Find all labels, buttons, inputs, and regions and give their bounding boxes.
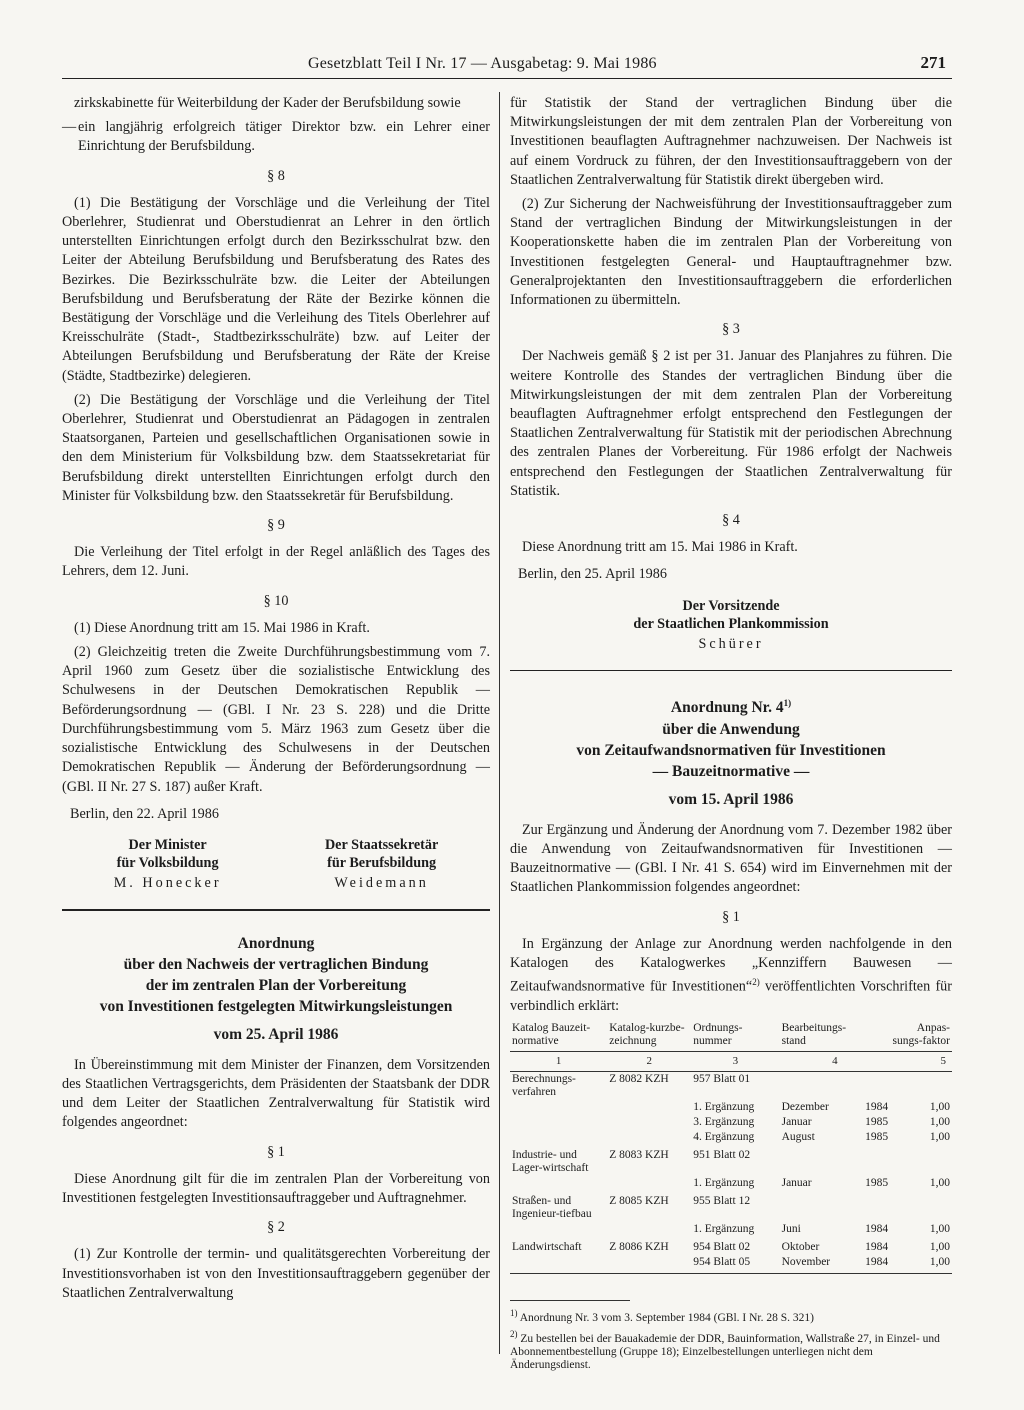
table-header	[850, 1022, 890, 1052]
table-cell	[510, 1176, 607, 1191]
signature-block	[62, 836, 490, 893]
table-header: Katalog-kurzbe-zeichnung	[607, 1022, 691, 1052]
table-row	[510, 1115, 952, 1130]
table-row	[510, 1100, 952, 1115]
section-rule	[62, 909, 490, 911]
signature-title: für Berufsbildung	[327, 854, 437, 871]
table-cell	[607, 1115, 691, 1130]
section-1-heading: § 1	[267, 1143, 285, 1160]
signature-state-secretary	[325, 836, 438, 893]
section-1-heading: § 1	[722, 908, 740, 925]
table-cell: Landwirtschaft	[512, 1241, 582, 1254]
decree-title-line: von Investitionen festgelegten Mitwirkungsleistungen	[99, 997, 453, 1015]
table-cell: Dezember	[781, 1101, 829, 1114]
table-cell: 1,00	[890, 1255, 952, 1274]
table-cell: Z 8085 KZH	[609, 1195, 669, 1208]
signatory-name: M. Honecker	[113, 874, 222, 891]
table-cell	[607, 1255, 691, 1274]
section-8-paragraph-2: (2) Die Bestätigung der Vorschläge und die Verleihung der Titel Oberlehrer, Studienrat und Oberstudienrat an Pädagogen in zentralen Staatsorganen, Parteien und gesellschaftlichen Organisationen sowie in den dem Ministerium für Volksbildung bzw. dem Staatssekretariat für Berufsbildung direkt unterstellten Einrichtungen erfolgt durch den Minister für Volksbildung bzw. den Staatssekretär für Berufsbildung.	[62, 391, 490, 504]
section-10-paragraph-1: (1) Diese Anordnung tritt am 15. Mai 1986 in Kraft.	[74, 619, 370, 636]
place-date: Berlin, den 25. April 1986	[518, 566, 667, 583]
page-header	[62, 52, 952, 79]
decree-title-line: über die Anwendung	[662, 720, 800, 738]
footnote-rule	[510, 1300, 630, 1301]
table-cell	[850, 1072, 890, 1101]
dash-mark: —	[62, 119, 77, 136]
signature-title: für Volksbildung	[116, 854, 219, 871]
table-cell	[780, 1072, 851, 1101]
footnote-ref: 2)	[752, 977, 760, 988]
section-9-heading: § 9	[267, 517, 285, 534]
signature-title: Der Vorsitzende	[682, 597, 780, 614]
page-number: 271	[920, 53, 946, 72]
table-cell: 1,00	[929, 1101, 950, 1114]
dash-item-text: ein langjährig erfolgreich tätiger Direktor bzw. ein Lehrer einer Einrichtung der Berufsbildung.	[78, 119, 490, 155]
table-cell: 1,00	[929, 1177, 950, 1190]
table-cell	[850, 1191, 890, 1222]
table-cell: November	[780, 1255, 851, 1274]
table-cell: August	[781, 1131, 815, 1144]
table-cell: 1985	[865, 1116, 889, 1129]
table-cell: 955 Blatt 12	[693, 1195, 751, 1208]
decree-title-line: Anordnung	[237, 934, 315, 952]
table-cell	[510, 1115, 607, 1130]
table-cell: Z 8082 KZH	[609, 1073, 669, 1086]
table-cell	[607, 1100, 691, 1115]
table-cell	[780, 1191, 851, 1222]
section-1-paragraph: Diese Anordnung gilt für die im zentralen Plan der Vorbereitung von Investitionen festgelegten Investitionsauftraggeber und Auftragnehmer.	[62, 1170, 490, 1207]
section-8-paragraph-1: (1) Die Bestätigung der Vorschläge und die Verleihung der Titel Oberlehrer, Studienrat und Oberstudienrat an Lehrer in den örtlich unterstellten Einrichtungen erfolgt durch den Bezirksschulrat bzw. den Leiter der Abteilung Berufsbildung und Berufsberatung des Rates des Bezirkes. Die Bezirksschulräte bzw. die Leiter der Abteilungen Berufsbildung und Berufsberatung der Räte der Bezirke können die Bestätigung der Vorschläge und die Verleihung des Titels Oberlehrer auf Kreisschulräte (Stadt-, Stadtbezirksschulräte) bzw. auf Leiter der Abteilungen Berufsbildung und Berufsberatung der Räte der Kreise (Städte, Stadtbezirke) delegieren.	[62, 194, 490, 384]
section-10-heading: § 10	[263, 592, 289, 609]
table-header-row	[510, 1022, 952, 1052]
table-cell: 1. Ergänzung	[693, 1101, 755, 1114]
table-cell: Oktober	[781, 1241, 820, 1254]
table-cell: 1984	[865, 1223, 889, 1236]
table-cell: Juni	[781, 1223, 801, 1236]
table-header: Anpas-sungs-faktor	[890, 1022, 952, 1052]
table-cell: 1. Ergänzung	[693, 1223, 755, 1236]
table-cell	[607, 1130, 691, 1145]
table-row	[510, 1255, 952, 1274]
column-number: 1	[510, 1052, 607, 1072]
table-cell: 954 Blatt 02	[693, 1241, 751, 1254]
table-cell: 1984	[850, 1255, 890, 1274]
table-cell: Straßen- und Ingenieur-tiefbau	[512, 1195, 592, 1221]
continued-line: zirkskabinette für Weiterbildung der Kader der Berufsbildung sowie	[74, 95, 461, 111]
table-cell: Z 8086 KZH	[609, 1241, 669, 1254]
table-cell: 1984	[865, 1241, 889, 1254]
place-date: Berlin, den 22. April 1986	[70, 805, 219, 822]
table-cell	[510, 1255, 607, 1274]
column-divider	[499, 92, 500, 1354]
table-body	[510, 1072, 952, 1274]
table-cell: 954 Blatt 05	[691, 1255, 779, 1274]
table-row	[510, 1130, 952, 1145]
decree-date: vom 25. April 1986	[213, 1025, 339, 1043]
decree-title-line: über den Nachweis der vertraglichen Bindung	[123, 955, 429, 973]
table-cell: 1,00	[929, 1116, 950, 1129]
table-cell	[890, 1145, 952, 1176]
table-cell	[607, 1222, 691, 1237]
table-cell: 951 Blatt 02	[693, 1149, 751, 1162]
section-4-paragraph: Diese Anordnung tritt am 15. Mai 1986 in Kraft.	[522, 539, 798, 556]
section-1-paragraph	[510, 935, 952, 1017]
decree-title	[510, 693, 952, 781]
footnote	[510, 1328, 952, 1373]
decree-title-line: — Bauzeitnormative —	[652, 762, 810, 780]
table-header: Bearbeitungs-stand	[780, 1022, 851, 1052]
table-header: Katalog Bauzeit-normative	[510, 1022, 607, 1052]
section-4-heading: § 4	[722, 512, 740, 529]
column-number: 4	[780, 1052, 890, 1072]
catalog-table	[510, 1022, 952, 1274]
table-cell: Berechnungs-verfahren	[512, 1073, 576, 1099]
column-number: 3	[691, 1052, 779, 1072]
table-cell	[780, 1145, 851, 1176]
decree-title-line	[510, 693, 952, 718]
decree-title-line: von Zeitaufwandsnormativen für Investitionen	[576, 741, 886, 759]
section-2-paragraph-1-continued: für Statistik der Stand der vertraglichen Bindung über die Mitwirkungsleistungen der mit dem zentralen Plan der Vorbereitung von Investitionen beauflagten Auftragnehmer nachzuweisen. Der Nachweis ist auf einem Vordruck zu führen, der den Investitionsauftraggebern von der Staatlichen Zentralverwaltung für Statistik direkt übergeben wird.	[510, 95, 952, 188]
footnote-text: Anordnung Nr. 3 vom 3. September 1984 (GBl. I Nr. 28 S. 321)	[519, 1312, 814, 1325]
left-column	[62, 94, 490, 1308]
section-2-paragraph-2: (2) Zur Sicherung der Nachweisführung der Investitionsauftraggeber zum Stand der vertraglichen Bindung der Mitwirkungsleistungen in der Kooperationskette haben die im zentralen Plan der Vorbereitung von Investitionen festgelegten General- und Hauptauftragnehmer bzw. Generalprojektanten den Investitionsauftraggebern die erforderlichen Informationen zu übermitteln.	[510, 196, 952, 309]
decree-title	[62, 933, 490, 1017]
table-cell: 1985	[865, 1177, 889, 1190]
signature-minister	[114, 836, 222, 893]
column-number: 2	[607, 1052, 691, 1072]
table-row	[510, 1237, 952, 1255]
table-cell: Januar	[781, 1177, 812, 1190]
table-header: Ordnungs-nummer	[691, 1022, 779, 1052]
table-cell: Z 8083 KZH	[609, 1149, 669, 1162]
signatory-name: Weidemann	[334, 874, 429, 891]
section-10-paragraph-2: (2) Gleichzeitig treten die Zweite Durchführungsbestimmung vom 7. April 1960 zum Gesetz über die sozialistische Entwicklung des Schulwesens in der Deutschen Demokratischen Republik — Beförderungsordnung — (GBl. I Nr. 23 S. 228) und die Dritte Durchführungsbestimmung vom 5. März 1963 zum Gesetz über die sozialistische Entwicklung des Schulwesens in der Deutschen Demokratischen Republik — Änderung der Beförderungsordnung — (GBl. II Nr. 27 S. 187) außer Kraft.	[62, 644, 490, 795]
right-column	[510, 94, 952, 1375]
table-cell: 3. Ergänzung	[693, 1116, 755, 1129]
section-9-paragraph: Die Verleihung der Titel erfolgt in der Regel anläßlich des Tages des Lehrers, dem 12. Juni.	[62, 544, 490, 580]
footnote-ref: 1)	[783, 698, 792, 709]
table-cell: 1,00	[929, 1131, 950, 1144]
footnote	[510, 1307, 952, 1325]
table-cell: 1,00	[929, 1241, 950, 1254]
footnotes	[510, 1307, 952, 1373]
table-cell	[890, 1191, 952, 1222]
dash-item	[62, 118, 490, 156]
table-cell: 1985	[865, 1131, 889, 1144]
signature-title: der Staatlichen Plankommission	[633, 615, 829, 632]
table-cell: 1. Ergänzung	[693, 1177, 755, 1190]
section-2-paragraph-1: (1) Zur Kontrolle der termin- und qualitätsgerechten Vorbereitung der Investitionsvorhaben ist von den Investitionsauftraggebern gegenüber der Staatlichen Zentralverwaltung	[62, 1246, 490, 1301]
decree-title-line: der im zentralen Plan der Vorbereitung	[145, 976, 407, 994]
table-row	[510, 1191, 952, 1222]
catalog-table-wrap	[510, 1022, 952, 1274]
footnote-mark: 2)	[510, 1328, 518, 1339]
table-cell: 4. Ergänzung	[693, 1131, 755, 1144]
table-row	[510, 1176, 952, 1191]
table-cell	[607, 1176, 691, 1191]
header-title: Gesetzblatt Teil I Nr. 17 — Ausgabetag: 9. Mai 1986	[308, 55, 657, 72]
signature-chairman	[510, 597, 952, 654]
section-3-heading: § 3	[722, 321, 740, 338]
section-2-heading: § 2	[267, 1219, 285, 1236]
decree-intro: In Übereinstimmung mit dem Minister der Finanzen, dem Vorsitzenden des Staatlichen Vertragsgerichts, dem Präsidenten der Staatsbank der DDR und dem Leiter der Staatlichen Zentralverwaltung für Statistik wird folgendes angeordnet:	[62, 1056, 490, 1131]
table-cell	[510, 1130, 607, 1145]
table-cell: 1984	[865, 1101, 889, 1114]
table-row	[510, 1222, 952, 1237]
section-rule	[510, 670, 952, 672]
decree-title-text: Anordnung Nr. 4	[670, 699, 784, 717]
decree-date: vom 15. April 1986	[668, 790, 794, 808]
table-cell: 957 Blatt 01	[693, 1073, 751, 1086]
signature-title: Der Minister	[128, 836, 207, 853]
table-cell: Januar	[781, 1116, 812, 1129]
section-1-text: In Ergänzung der Anlage zur Anordnung werden nachfolgende in den Katalogen des Katalogwerkes „Kennziffern Bauwesen — Zeitaufwandsnormative für Investitionen“	[510, 935, 952, 995]
table-column-numbers	[510, 1052, 952, 1072]
table-row	[510, 1072, 952, 1101]
table-cell	[510, 1100, 607, 1115]
column-number: 5	[890, 1052, 952, 1072]
signatory-name: Schürer	[698, 635, 764, 652]
signature-title: Der Staatssekretär	[324, 836, 439, 853]
table-cell: Industrie- und Lager-wirtschaft	[512, 1149, 589, 1175]
section-8-heading: § 8	[267, 167, 285, 184]
section-3-paragraph: Der Nachweis gemäß § 2 ist per 31. Januar des Planjahres zu führen. Die weitere Kontrolle des Standes der vertraglichen Bindung über die Mitwirkungsleistungen der mit dem zentralen Plan der Vorbereitung beauflagten Auftragnehmer erfolgt entsprechend den Festlegungen der Staatlichen Zentralverwaltung für Statistik mit der periodischen Abrechnung des zentralen Planes der Vorbereitung. Für 1986 erfolgt der Nachweis entsprechend den Festlegungen der Staatlichen Zentralverwaltung für Statistik.	[510, 348, 952, 499]
table-cell: 1,00	[929, 1223, 950, 1236]
table-row	[510, 1145, 952, 1176]
section-1-text-end: veröffentlichten Vorschriften für verbindlich erklärt:	[510, 978, 952, 1015]
decree-intro: Zur Ergänzung und Änderung der Anordnung vom 7. Dezember 1982 über die Anwendung von Zeitaufwandsnormativen für Investitionen — Bauzeitnormative — (GBl. I Nr. 41 S. 654) wird im Einvernehmen mit der Staatlichen Plankommission folgendes angeordnet:	[510, 821, 952, 896]
table-cell	[850, 1145, 890, 1176]
table-cell	[510, 1222, 607, 1237]
footnote-mark: 1)	[510, 1308, 518, 1319]
table-cell	[890, 1072, 952, 1101]
footnote-text: Zu bestellen bei der Bauakademie der DDR, Bauinformation, Wallstraße 27, in Einzel- und Abonnementbestellung (Gruppe 18); Einzelbestellungen unterliegen nicht dem Änderungsdienst.	[510, 1332, 940, 1372]
